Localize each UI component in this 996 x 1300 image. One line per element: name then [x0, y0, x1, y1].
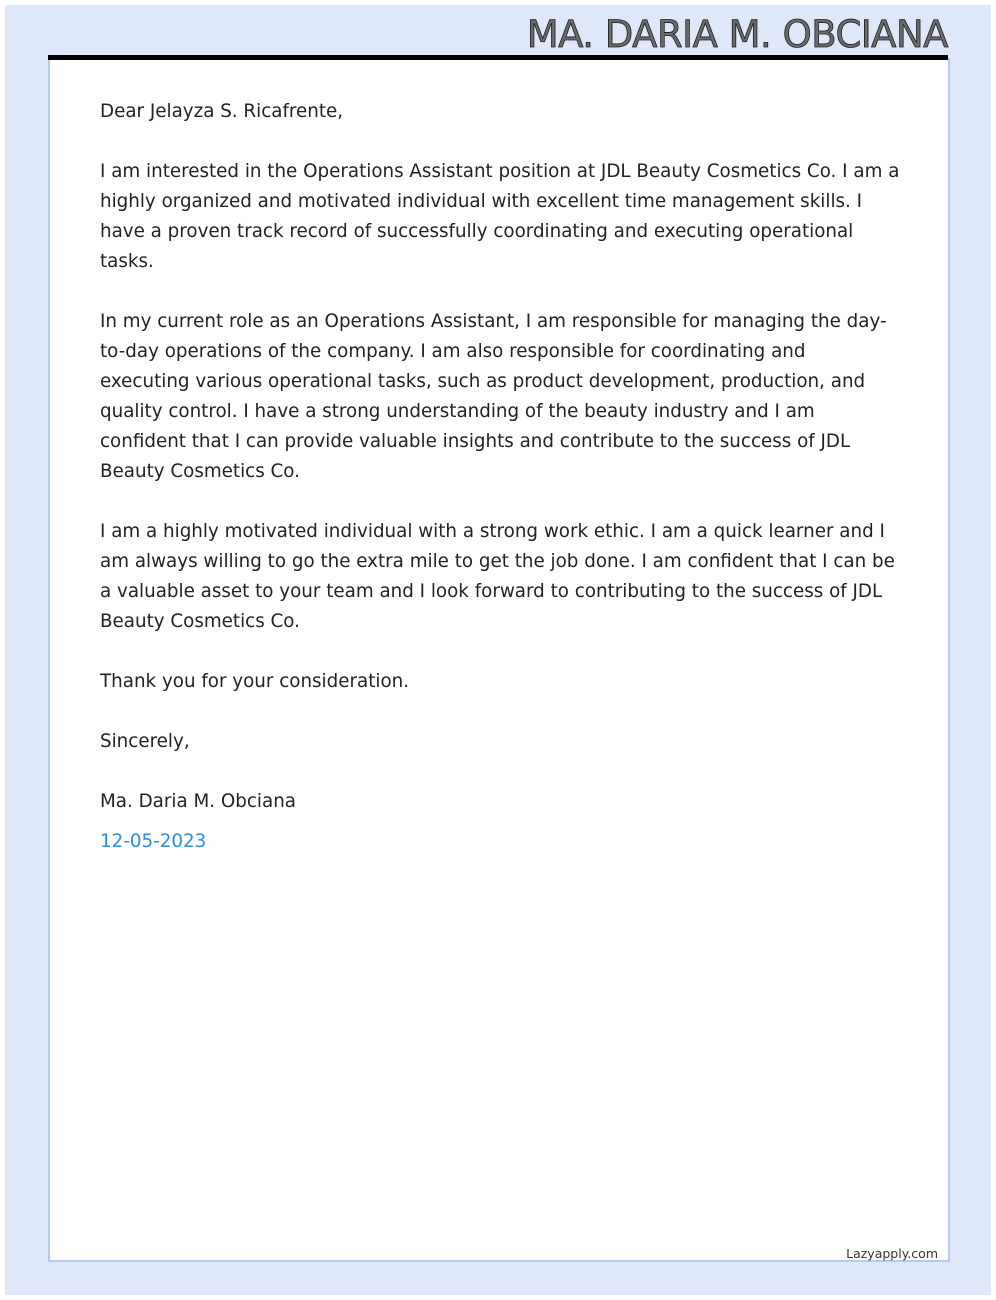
paragraph-qualities: I am a highly motivated individual with a strong work ethic. I am a quick learner and I am always willing to go the extra mile to get the job done. I am confident that I can be a valuable asset to your team and I look forward to contributing to the success of JDL Beauty Cosmetics Co.	[100, 521, 895, 632]
salutation: Dear Jelayza S. Ricafrente,	[100, 101, 344, 122]
cover-letter-body	[100, 97, 900, 857]
paragraph-current-role: In my current role as an Operations Assistant, I am responsible for managing the day-to-day operations of the company. I am also responsible for coordinating and executing various operational tasks, such as product development, production, and quality control. I have a strong understanding of the beauty industry and I am confident that I can provide valuable insights and contribute to the success of JDL Beauty Cosmetics Co.	[100, 311, 887, 482]
signature-name: Ma. Daria M. Obciana	[100, 791, 296, 812]
applicant-name-header: MA. DARIA M. OBCIANA	[526, 13, 948, 56]
letter-date: 12-05-2023	[100, 831, 207, 852]
brand-watermark: Lazyapply.com	[846, 1246, 938, 1261]
closing: Sincerely,	[100, 731, 190, 752]
paragraph-thanks: Thank you for your consideration.	[100, 671, 410, 692]
paragraph-intro: I am interested in the Operations Assistant position at JDL Beauty Cosmetics Co. I am a highly organized and motivated individual with excellent time management skills. I have a proven track record of successfully coordinating and executing operational tasks.	[100, 161, 900, 272]
